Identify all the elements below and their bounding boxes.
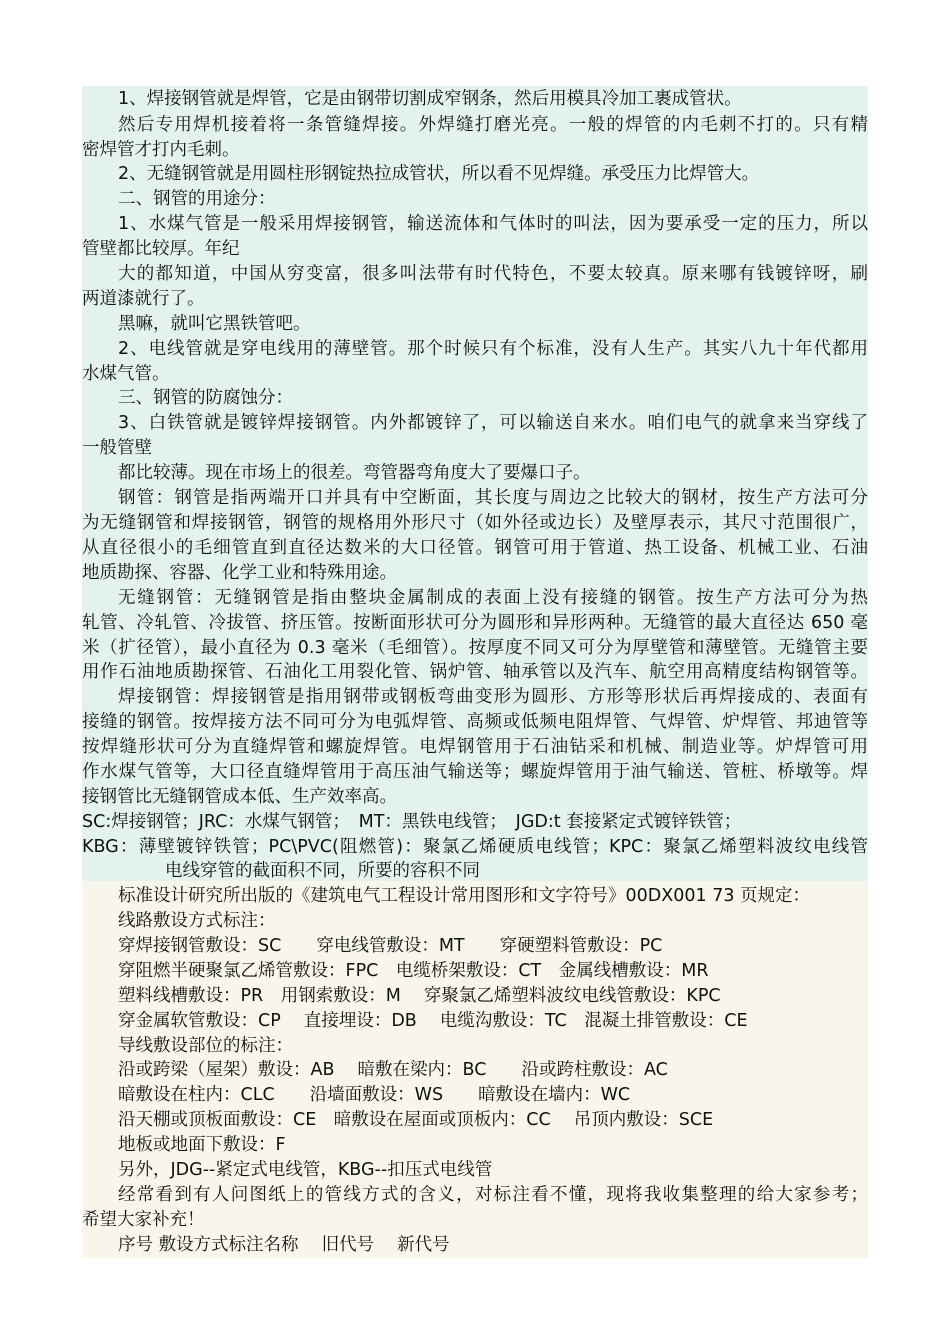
text-line: 3、白铁管就是镀锌焊接钢管。内外都镀锌了，可以输送自来水。咱们电气的就拿来当穿线了: [118, 413, 868, 433]
text-line: 穿焊接钢管敷设：SC 穿电线管敷设：MT 穿硬塑料管敷设：PC: [118, 936, 663, 956]
text-line: SC:焊接钢管；JRC：水煤气钢管； MT：黑铁电线管； JGD:t 套接紧定式镀锌铁管；: [82, 812, 742, 832]
text-line: 水煤气管。: [82, 364, 170, 384]
text-line: 作水煤气管等，大口径直缝焊管用于高压油气输送等；螺旋焊管用于油气输送、管桩、桥墩等。焊: [82, 762, 868, 782]
text-line: 两道漆就行了。: [82, 289, 205, 309]
text-line: 沿天棚或顶板面敷设：CE 暗敷设在屋面或顶板内：CC 吊顶内敷设：SCE: [118, 1110, 714, 1130]
text-line: 穿阻燃半硬聚氯乙烯管敷设：FPC 电缆桥架敷设：CT 金属线槽敷设：MR: [118, 961, 709, 981]
text-line: 米（扩径管），最小直径为 0.3 毫米（毛细管）。按厚度不同又可分为厚壁管和薄壁管。无缝管主要: [82, 638, 868, 658]
text-line: 1、焊接钢管就是焊管，它是由钢带切割成窄钢条，然后用模具冷加工裹成管状。: [118, 89, 742, 109]
text-line: 经常看到有人问图纸上的管线方式的含义，对标注看不懂，现将我收集整理的给大家参考；: [118, 1185, 868, 1205]
text-line: 2、电线管就是穿电线用的薄壁管。那个时候只有个标准，没有人生产。其实八九十年代都用: [118, 339, 868, 359]
text-line: 暗敷设在柱内：CLC 沿墙面敷设：WS 暗敷设在墙内：WC: [118, 1085, 631, 1105]
text-line: 线路敷设方式标注：: [118, 911, 276, 931]
text-line: 按焊缝形状可分为直缝焊管和螺旋焊管。电焊钢管用于石油钻采和机械、制造业等。炉焊管可用: [82, 737, 868, 757]
text-line: 接钢管比无缝钢管成本低、生产效率高。: [82, 787, 397, 807]
text-line: 标准设计研究所出版的《建筑电气工程设计常用图形和文字符号》00DX001 73 页规定：: [118, 886, 811, 906]
text-line: 三、钢管的防腐蚀分：: [118, 388, 293, 408]
text-line: 无缝钢管：无缝钢管是指由整块金属制成的表面上没有接缝的钢管。按生产方法可分为热: [118, 588, 868, 608]
text-line: 希望大家补充！: [82, 1210, 205, 1230]
text-line: KBG：薄壁镀锌铁管；PC\PVC(阻燃管)：聚氯乙烯硬质电线管；KPC：聚氯乙烯塑料波纹电线管: [82, 837, 868, 857]
text-line: 电线穿管的截面积不同，所要的容积不同: [165, 861, 480, 881]
text-line: 地板或地面下敷设：F: [118, 1135, 286, 1155]
text-line: 密焊管才打内毛刺。: [82, 140, 240, 160]
text-line: 焊接钢管：焊接钢管是指用钢带或钢板弯曲变形为圆形、方形等形状后再焊接成的、表面有: [118, 687, 868, 707]
text-line: 塑料线槽敷设：PR 用钢索敷设：M 穿聚氯乙烯塑料波纹电线管敷设：KPC: [118, 986, 721, 1006]
text-line: 为无缝钢管和焊接钢管，钢管的规格用外形尺寸（如外径或边长）及壁厚表示，其尺寸范围很广，: [82, 513, 868, 533]
text-line: 钢管：钢管是指两端开口并具有中空断面，其长度与周边之比较大的钢材，按生产方法可分: [118, 488, 868, 508]
text-line: 沿或跨梁（屋架）敷设：AB 暗敷在梁内：BC 沿或跨柱敷设：AC: [118, 1060, 668, 1080]
text-line: 地质勘探、容器、化学工业和特殊用途。: [82, 563, 397, 583]
text-line: 从直径很小的毛细管直到直径达数米的大口径管。钢管可用于管道、热工设备、机械工业、石油: [82, 538, 868, 558]
text-line: 1、水煤气管是一般采用焊接钢管，输送流体和气体时的叫法，因为要承受一定的压力，所以: [118, 214, 868, 234]
text-line: 序号 敷设方式标注名称 旧代号 新代号: [118, 1235, 450, 1255]
text-line: 大的都知道，中国从穷变富，很多叫法带有时代特色，不要太较真。原来哪有钱镀锌呀，刷: [118, 264, 868, 284]
text-line: 穿金属软管敷设：CP 直接埋设：DB 电缆沟敷设：TC 混凝土排管敷设：CE: [118, 1011, 748, 1031]
text-line: 2、无缝钢管就是用圆柱形钢锭热拉成管状，所以看不见焊缝。承受压力比焊管大。: [118, 164, 760, 184]
text-line: 用作石油地质勘探管、石油化工用裂化管、锅炉管、轴承管以及汽车、航空用高精度结构钢管等。: [82, 662, 868, 682]
text-line: 然后专用焊机接着将一条管缝焊接。外焊缝打磨光亮。一般的焊管的内毛刺不打的。只有精: [118, 115, 868, 135]
text-line: 黑嘛，就叫它黑铁管吧。: [118, 314, 311, 334]
text-line: 管壁都比较厚。年纪: [82, 239, 240, 259]
text-line: 一般管壁: [82, 438, 152, 458]
text-line: 接缝的钢管。按焊接方法不同可分为电弧焊管、高频或低频电阻焊管、气焊管、炉焊管、邦迪管等: [82, 712, 868, 732]
text-line: 二、钢管的用途分：: [118, 189, 276, 209]
text-line: 另外，JDG--紧定式电线管，KBG--扣压式电线管: [118, 1160, 493, 1180]
text-line: 导线敷设部位的标注：: [118, 1036, 293, 1056]
text-line: 都比较薄。现在市场上的很差。弯管器弯角度大了要爆口子。: [118, 463, 591, 483]
text-line: 轧管、冷轧管、冷拔管、挤压管。按断面形状可分为圆形和异形两种。无缝管的最大直径达 650 毫: [82, 613, 868, 633]
